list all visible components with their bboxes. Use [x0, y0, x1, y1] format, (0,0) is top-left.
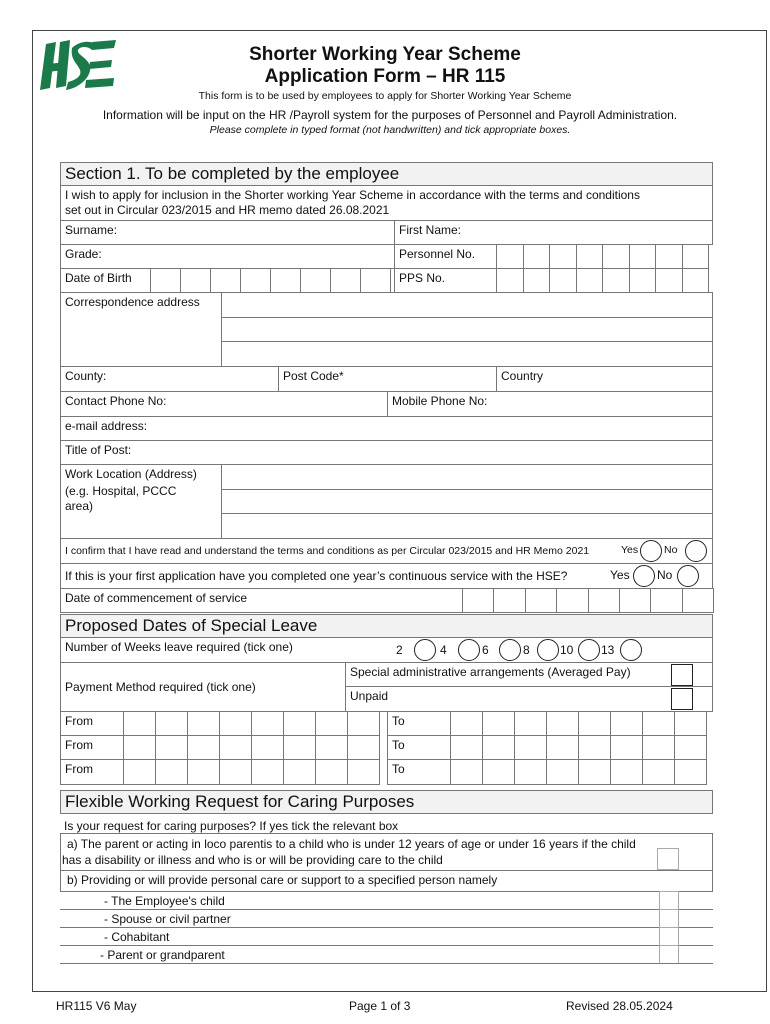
personnel-no-digit-box[interactable] [523, 244, 551, 269]
to-date-digit-box[interactable] [514, 759, 547, 785]
footer-revised: Revised 28.05.2024 [566, 999, 673, 1013]
to-date-digit-box[interactable] [642, 711, 675, 736]
commencement-label: Date of commencement of service [60, 588, 463, 613]
to-date-digit-box[interactable] [482, 735, 515, 760]
weeks-option-10: 10 [560, 643, 574, 657]
weeks-label: Number of Weeks leave required (tick one) [65, 640, 293, 654]
pps-digit-box[interactable] [655, 268, 683, 293]
confirm-yes-label: Yes [621, 544, 639, 556]
confirm-row [60, 538, 713, 564]
personnel-no-digit-box[interactable] [682, 244, 710, 269]
county-field[interactable]: County: [60, 366, 279, 392]
first-app-no-radio[interactable] [677, 565, 699, 587]
weeks-option-13: 13 [601, 643, 615, 657]
from-date-digit-box[interactable] [251, 711, 284, 736]
footer-version: HR115 V6 May [56, 999, 137, 1013]
from-date-digit-box[interactable] [123, 711, 156, 736]
from-date-digit-box[interactable] [283, 711, 316, 736]
weeks-radio-6[interactable] [499, 639, 521, 661]
commencement-digit-box[interactable] [493, 588, 525, 613]
to-date-digit-box[interactable] [514, 711, 547, 736]
from-date-digit-box[interactable] [251, 759, 284, 785]
confirm-text: I confirm that I have read and understand the terms and conditions as per Circular 023/2015 and HR Memo 2021 [65, 545, 590, 557]
to-date-digit-box[interactable] [482, 759, 515, 785]
from-date-digit-box[interactable] [219, 759, 252, 785]
country-field[interactable]: Country [496, 366, 713, 392]
to-date-digit-box[interactable] [578, 735, 611, 760]
dob-digit-box[interactable] [180, 268, 211, 293]
option-child-checkbox[interactable] [659, 891, 679, 910]
pps-label: PPS No. [394, 268, 497, 293]
footer-page: Page 1 of 3 [349, 999, 411, 1013]
first-application-text: If this is your first application have you completed one year’s continuous service with the HSE? [65, 569, 568, 583]
weeks-radio-13[interactable] [620, 639, 642, 661]
correspondence-label: Correspondence address [60, 292, 222, 367]
work-location-title: Work Location (Address) [65, 467, 197, 481]
work-location-line-3[interactable] [221, 513, 713, 539]
option-parent-checkbox[interactable] [659, 945, 679, 964]
from-date-digit-box[interactable] [187, 735, 220, 760]
dob-digit-box[interactable] [240, 268, 271, 293]
intro-line-2: set out in Circular 023/2015 and HR memo dated 26.08.2021 [65, 203, 390, 217]
to-date-digit-box[interactable] [610, 759, 643, 785]
email-field[interactable]: e-mail address: [60, 416, 713, 441]
divider [60, 927, 713, 928]
from-date-digit-box[interactable] [347, 735, 380, 760]
first-app-yes-label: Yes [610, 568, 630, 582]
flexible-heading: Flexible Working Request for Caring Purposes [60, 790, 713, 814]
commencement-digit-box[interactable] [682, 588, 714, 613]
weeks-radio-10[interactable] [578, 639, 600, 661]
from-date-digit-box[interactable] [123, 735, 156, 760]
to-date-digit-box[interactable] [482, 711, 515, 736]
intro-line-1: I wish to apply for inclusion in the Shorter working Year Scheme in accordance with the terms and conditions [65, 188, 640, 202]
weeks-radio-4[interactable] [458, 639, 480, 661]
from-label-2: From [60, 735, 124, 760]
surname-field[interactable]: Surname: [60, 220, 395, 245]
commencement-digit-box[interactable] [650, 588, 682, 613]
to-date-digit-box[interactable] [610, 711, 643, 736]
instructions-text: Please complete in typed format (not handwritten) and tick appropriate boxes. [209, 124, 571, 136]
form-subtitle-code: Application Form – HR 115 [264, 66, 506, 87]
grade-field[interactable]: Grade: [60, 244, 395, 269]
from-date-digit-box[interactable] [219, 735, 252, 760]
to-label-2: To [387, 735, 451, 760]
to-date-digit-box[interactable] [450, 735, 483, 760]
dob-label: Date of Birth [60, 268, 151, 293]
first-name-field[interactable]: First Name: [394, 220, 713, 245]
option-a-line-1: a) The parent or acting in loco parentis to a child who is under 12 years of age or under 16 years if the child [67, 837, 636, 851]
address-line-1[interactable] [221, 292, 713, 318]
work-location-line-2[interactable] [221, 489, 713, 514]
dob-digit-box[interactable] [210, 268, 241, 293]
work-location-label [60, 464, 222, 539]
from-date-digit-box[interactable] [283, 759, 316, 785]
dob-digit-box[interactable] [150, 268, 181, 293]
personnel-no-digit-box[interactable] [602, 244, 630, 269]
from-date-digit-box[interactable] [155, 711, 188, 736]
info-text: Information will be input on the HR /Payroll system for the purposes of Personnel and Payroll Administration. [102, 108, 678, 122]
personnel-no-digit-box[interactable] [549, 244, 577, 269]
contact-phone-field[interactable]: Contact Phone No: [60, 391, 388, 417]
confirm-yes-radio[interactable] [640, 540, 662, 562]
section1-heading: Section 1. To be completed by the employee [60, 162, 713, 186]
option-spouse: - Spouse or civil partner [104, 912, 231, 926]
pps-digit-box[interactable] [576, 268, 604, 293]
from-date-digit-box[interactable] [315, 711, 348, 736]
personnel-no-digit-box[interactable] [655, 244, 683, 269]
option-child: - The Employee's child [104, 894, 225, 908]
personnel-no-digit-box[interactable] [576, 244, 604, 269]
to-date-digit-box[interactable] [546, 735, 579, 760]
weeks-row [60, 637, 713, 663]
weeks-radio-8[interactable] [537, 639, 559, 661]
pps-digit-box[interactable] [629, 268, 657, 293]
option-cohabitant-checkbox[interactable] [659, 927, 679, 946]
first-app-yes-radio[interactable] [633, 565, 655, 587]
option-spouse-checkbox[interactable] [659, 909, 679, 928]
confirm-no-radio[interactable] [685, 540, 707, 562]
divider [60, 909, 713, 910]
from-date-digit-box[interactable] [155, 759, 188, 785]
from-date-digit-box[interactable] [283, 735, 316, 760]
to-date-digit-box[interactable] [514, 735, 547, 760]
unpaid-label: Unpaid [345, 686, 713, 712]
pps-digit-box[interactable] [523, 268, 551, 293]
work-location-example-2: area) [65, 499, 94, 513]
option-a-row [60, 833, 713, 871]
pps-digit-box[interactable] [682, 268, 710, 293]
personnel-no-digit-box[interactable] [496, 244, 524, 269]
special-admin-checkbox[interactable] [671, 664, 693, 686]
to-label-1: To [387, 711, 451, 736]
to-date-digit-box[interactable] [642, 735, 675, 760]
to-date-digit-box[interactable] [674, 711, 707, 736]
from-date-digit-box[interactable] [187, 711, 220, 736]
option-parent: - Parent or grandparent [100, 948, 225, 962]
option-a-line-2: has a disability or illness and who is or will be providing care to the child [62, 853, 443, 867]
from-date-digit-box[interactable] [219, 711, 252, 736]
from-label-3: From [60, 759, 124, 785]
commencement-digit-box[interactable] [462, 588, 494, 613]
pps-digit-box[interactable] [496, 268, 524, 293]
weeks-option-6: 6 [482, 643, 489, 657]
from-date-digit-box[interactable] [155, 735, 188, 760]
option-b-row: b) Providing or will provide personal care or support to a specified person namely [60, 870, 713, 892]
commencement-digit-box[interactable] [619, 588, 651, 613]
special-admin-label: Special administrative arrangements (Averaged Pay) [345, 662, 713, 687]
form-title: Shorter Working Year Scheme [249, 44, 521, 65]
to-label-3: To [387, 759, 451, 785]
commencement-digit-box[interactable] [525, 588, 557, 613]
option-cohabitant: - Cohabitant [104, 930, 170, 944]
weeks-option-2: 2 [396, 643, 403, 657]
dob-digit-box[interactable] [360, 268, 391, 293]
to-date-digit-box[interactable] [674, 759, 707, 785]
from-date-digit-box[interactable] [315, 735, 348, 760]
option-a-checkbox[interactable] [657, 848, 679, 870]
section1-intro [60, 185, 713, 221]
weeks-option-4: 4 [440, 643, 447, 657]
from-date-digit-box[interactable] [347, 711, 380, 736]
weeks-option-8: 8 [523, 643, 530, 657]
from-date-digit-box[interactable] [123, 759, 156, 785]
work-location-line-1[interactable] [221, 464, 713, 490]
from-date-digit-box[interactable] [347, 759, 380, 785]
to-date-digit-box[interactable] [546, 711, 579, 736]
confirm-no-label: No [664, 544, 678, 556]
to-date-digit-box[interactable] [642, 759, 675, 785]
title-of-post-field[interactable]: Title of Post: [60, 440, 713, 465]
from-date-digit-box[interactable] [315, 759, 348, 785]
to-date-digit-box[interactable] [674, 735, 707, 760]
dob-digit-box[interactable] [330, 268, 361, 293]
pps-digit-box[interactable] [602, 268, 630, 293]
to-date-digit-box[interactable] [578, 711, 611, 736]
address-line-2[interactable] [221, 317, 713, 342]
dob-digit-box[interactable] [300, 268, 331, 293]
divider [60, 963, 713, 964]
from-label-1: From [60, 711, 124, 736]
to-date-digit-box[interactable] [450, 711, 483, 736]
form-purpose: This form is to be used by employees to apply for Shorter Working Year Scheme [198, 90, 572, 102]
to-date-digit-box[interactable] [578, 759, 611, 785]
to-date-digit-box[interactable] [546, 759, 579, 785]
commencement-digit-box[interactable] [588, 588, 620, 613]
personnel-no-digit-box[interactable] [629, 244, 657, 269]
from-date-digit-box[interactable] [251, 735, 284, 760]
address-line-3[interactable] [221, 341, 713, 367]
payment-label: Payment Method required (tick one) [60, 662, 346, 712]
work-location-example-1: (e.g. Hospital, PCCC [65, 484, 177, 498]
weeks-radio-2[interactable] [414, 639, 436, 661]
post-code-field[interactable]: Post Code* [278, 366, 497, 392]
pps-digit-box[interactable] [549, 268, 577, 293]
commencement-digit-box[interactable] [556, 588, 588, 613]
divider [60, 945, 713, 946]
mobile-phone-field[interactable]: Mobile Phone No: [387, 391, 713, 417]
from-date-digit-box[interactable] [187, 759, 220, 785]
to-date-digit-box[interactable] [610, 735, 643, 760]
first-app-no-label: No [657, 568, 673, 582]
proposed-heading: Proposed Dates of Special Leave [60, 614, 713, 638]
personnel-no-label: Personnel No. [394, 244, 497, 269]
to-date-digit-box[interactable] [450, 759, 483, 785]
hse-logo [36, 36, 118, 96]
dob-digit-box[interactable] [270, 268, 301, 293]
unpaid-checkbox[interactable] [671, 688, 693, 710]
caring-question: Is your request for caring purposes? If yes tick the relevant box [64, 819, 399, 833]
